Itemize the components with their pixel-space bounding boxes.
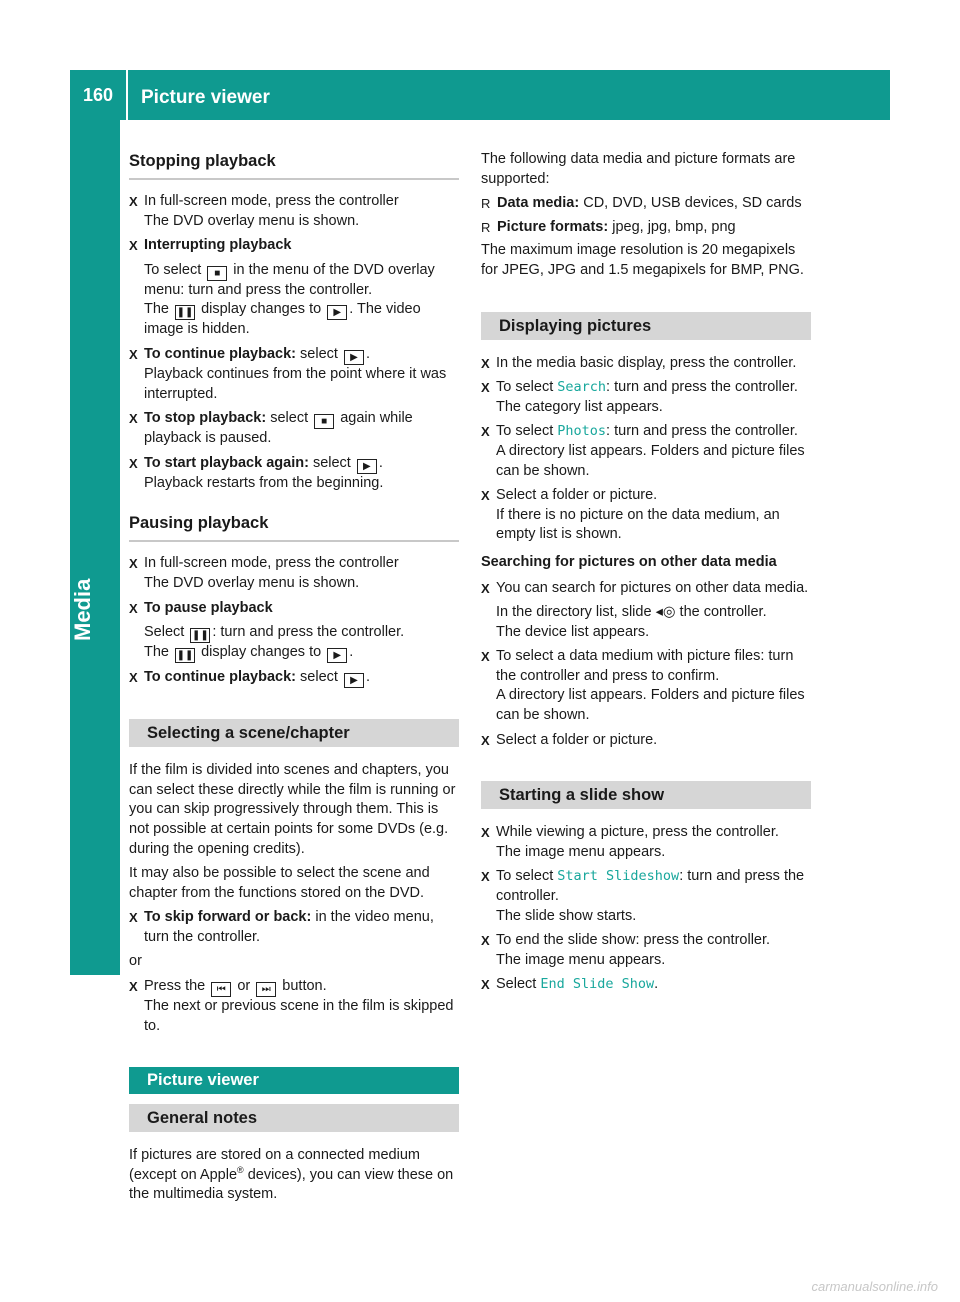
r-bullet-icon: R — [481, 196, 491, 212]
paragraph: It may also be possible to select the scene and chapter from the functions stored on the DVD. — [129, 865, 430, 901]
x-marker-icon: X — [481, 488, 490, 504]
bullet-item: R Data media: CD, DVD, USB devices, SD cards — [481, 194, 811, 214]
x-marker-icon: X — [481, 977, 490, 993]
menu-term-search: Search — [557, 379, 607, 396]
list-item: X To skip forward or back: in the video menu, turn the controller. — [129, 909, 434, 945]
heading-pausing-playback: Pausing playback — [129, 512, 459, 542]
paragraph: The maximum image resolution is 20 megapixels for JPEG, JPG and 1.5 megapixels for BMP, PNG. — [481, 242, 804, 278]
x-marker-icon: X — [129, 556, 138, 572]
paragraph: Select ❚❚ : turn and press the controller. The ❚❚ display changes to ▶ . — [144, 624, 405, 662]
paragraph: or — [129, 953, 142, 970]
pause-icon: ❚❚ — [176, 650, 194, 662]
left-column — [129, 150, 459, 1210]
paragraph: If pictures are stored on a connected medium (except on Apple® devices), you can view these on the multimedia system. — [129, 1147, 454, 1203]
x-marker-icon: X — [129, 600, 138, 616]
stop-icon: ■ — [207, 266, 227, 281]
list-item: X In full-screen mode, press the controller The DVD overlay menu is shown. — [129, 555, 399, 591]
list-item: X Select End Slide Show. — [481, 975, 811, 995]
menu-term-start-slideshow: Start Slideshow — [557, 868, 680, 885]
paragraph: The following data media and picture formats are supported: — [481, 151, 796, 187]
x-marker-icon: X — [129, 910, 138, 926]
x-marker-icon: X — [129, 346, 138, 362]
x-marker-icon: X — [481, 355, 490, 371]
heading-searching-pictures: Searching for pictures on other data media — [481, 553, 777, 570]
x-marker-icon: X — [481, 580, 490, 596]
list-item: X In full-screen mode, press the controller The DVD overlay menu is shown. — [129, 193, 399, 229]
x-marker-icon: X — [481, 869, 490, 885]
list-item: X To continue playback: select ▶ . Playback continues from the point where it was interrupted. — [129, 345, 447, 402]
list-item: X To pause playback — [129, 599, 459, 619]
list-item: X To select a data medium with picture files: turn the controller and press to confirm. A directory list appears. Folders and picture files can be shown. — [481, 648, 805, 724]
page-number: 160 — [82, 85, 114, 105]
page-header — [70, 70, 890, 120]
header-separator — [126, 70, 128, 120]
paragraph: If the film is divided into scenes and chapters, you can select these directly while the film is running or you can skip progressively through them. This is not possible at certain points for some DVDs (e.g. during the opening credits). — [129, 762, 456, 857]
play-icon: ▶ — [344, 673, 364, 688]
heading-general-notes: General notes — [129, 1104, 459, 1132]
list-item: X While viewing a picture, press the controller. The image menu appears. — [481, 824, 779, 860]
heading-picture-viewer: Picture viewer — [129, 1067, 459, 1094]
list-item: X To continue playback: select ▶ . — [129, 669, 370, 687]
slide-left-icon: ◂◎ — [655, 604, 676, 621]
x-marker-icon: X — [481, 649, 490, 665]
next-track-icon: ⏭ — [256, 982, 276, 997]
x-marker-icon: X — [129, 238, 138, 254]
list-item: X To start playback again: select ▶ . Playback restarts from the beginning. — [129, 454, 384, 491]
list-item: X To select Start Slideshow: turn and press the controller. The slide show starts. — [481, 868, 805, 924]
list-item: X Select a folder or picture. — [481, 731, 811, 751]
menu-term-end-slide-show: End Slide Show — [540, 976, 655, 993]
stop-icon: ■ — [314, 414, 334, 429]
play-icon: ▶ — [327, 305, 347, 320]
x-marker-icon: X — [481, 933, 490, 949]
pause-icon: ❚❚ — [191, 630, 209, 642]
heading-starting-slide-show: Starting a slide show — [481, 781, 811, 809]
heading-displaying-pictures: Displaying pictures — [481, 312, 811, 340]
header-title: Picture viewer — [141, 87, 270, 108]
side-tab — [70, 120, 120, 975]
play-icon: ▶ — [344, 350, 364, 365]
side-tab-label: Media — [70, 578, 95, 642]
x-marker-icon: X — [129, 411, 138, 427]
x-marker-icon: X — [481, 825, 490, 841]
play-icon: ▶ — [327, 648, 347, 663]
heading-selecting-scene: Selecting a scene/chapter — [129, 719, 459, 747]
list-item: X In the media basic display, press the controller. — [481, 354, 811, 374]
x-marker-icon: X — [481, 732, 490, 748]
pause-icon: ❚❚ — [176, 307, 194, 319]
previous-track-icon: ⏮ — [211, 982, 231, 997]
list-item: X Press the ⏮ or ⏭ button. The next or previous scene in the film is skipped to. — [129, 978, 454, 1034]
menu-term-photos: Photos — [557, 423, 607, 440]
x-marker-icon: X — [129, 979, 138, 995]
r-bullet-icon: R — [481, 219, 491, 235]
list-item: X To stop playback: select ■ again while playback is paused. — [129, 410, 413, 447]
list-item: X You can search for pictures on other data media. — [481, 579, 811, 599]
x-marker-icon: X — [481, 424, 490, 440]
watermark: carmanualsonline.info — [811, 1279, 938, 1294]
paragraph: To select ■ in the menu of the DVD overlay menu: turn and press the controller. The ❚❚ display changes to ▶ . The video image is hidden. — [144, 261, 435, 338]
right-column — [481, 150, 811, 1000]
bullet-item: R Picture formats: jpeg, jpg, bmp, png — [481, 218, 811, 238]
list-item: X To select Search: turn and press the controller. The category list appears. — [481, 379, 798, 415]
x-marker-icon: X — [129, 455, 138, 471]
x-marker-icon: X — [481, 380, 490, 396]
list-item: X Select a folder or picture. If there is no picture on the data medium, an empty list is shown. — [481, 487, 780, 543]
x-marker-icon: X — [129, 670, 138, 686]
list-item: X Interrupting playback — [129, 236, 459, 256]
x-marker-icon: X — [129, 194, 138, 209]
list-item: X To end the slide show: press the controller. The image menu appears. — [481, 932, 771, 968]
play-icon: ▶ — [357, 459, 377, 474]
paragraph: In the directory list, slide ◂◎ the controller. The device list appears. — [496, 604, 767, 640]
heading-stopping-playback: Stopping playback — [129, 150, 459, 180]
list-item: X To select Photos: turn and press the controller. A directory list appears. Folders and picture files can be shown. — [481, 423, 805, 479]
